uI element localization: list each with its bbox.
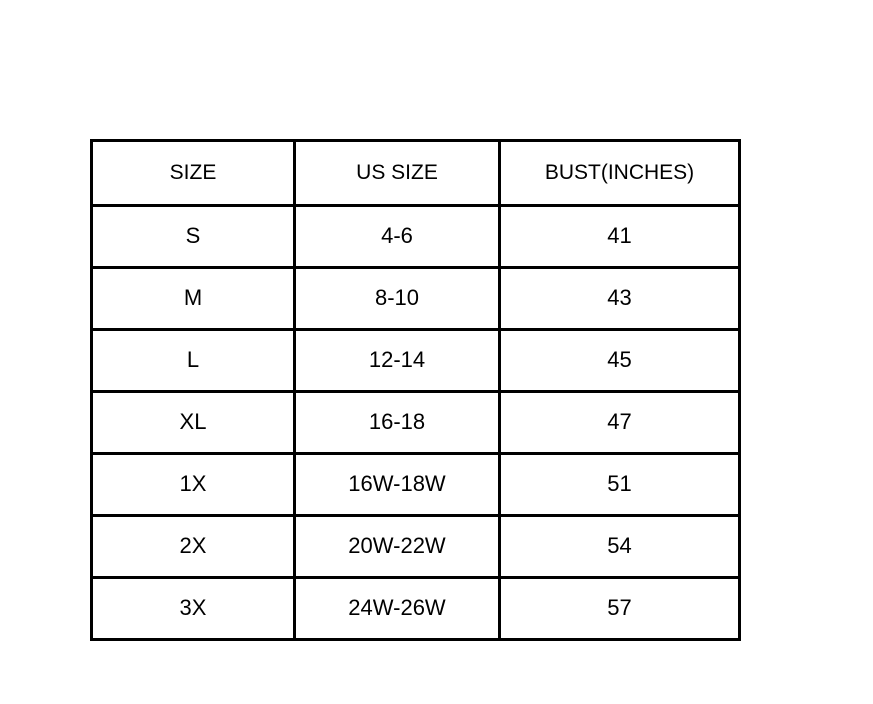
- column-header-size: SIZE: [92, 141, 295, 206]
- cell-us-size: 12-14: [295, 330, 500, 392]
- table-header-row: [92, 141, 740, 206]
- cell-bust: 57: [500, 578, 740, 640]
- cell-size: XL: [92, 392, 295, 454]
- cell-size: L: [92, 330, 295, 392]
- column-header-bust-inches: BUST(INCHES): [500, 141, 740, 206]
- cell-size: 1X: [92, 454, 295, 516]
- cell-bust: 41: [500, 206, 740, 268]
- cell-us-size: 8-10: [295, 268, 500, 330]
- cell-us-size: 16-18: [295, 392, 500, 454]
- cell-size: M: [92, 268, 295, 330]
- cell-size: S: [92, 206, 295, 268]
- cell-us-size: 20W-22W: [295, 516, 500, 578]
- size-chart-table: [90, 139, 741, 641]
- table-row: [92, 392, 740, 454]
- cell-bust: 47: [500, 392, 740, 454]
- cell-us-size: 4-6: [295, 206, 500, 268]
- table-row: [92, 454, 740, 516]
- table-row: [92, 268, 740, 330]
- column-header-us-size: US SIZE: [295, 141, 500, 206]
- cell-bust: 54: [500, 516, 740, 578]
- cell-us-size: 16W-18W: [295, 454, 500, 516]
- table-row: [92, 578, 740, 640]
- cell-us-size: 24W-26W: [295, 578, 500, 640]
- cell-bust: 43: [500, 268, 740, 330]
- table-row: [92, 516, 740, 578]
- cell-size: 3X: [92, 578, 295, 640]
- cell-bust: 51: [500, 454, 740, 516]
- table-row: [92, 206, 740, 268]
- cell-bust: 45: [500, 330, 740, 392]
- table-row: [92, 330, 740, 392]
- cell-size: 2X: [92, 516, 295, 578]
